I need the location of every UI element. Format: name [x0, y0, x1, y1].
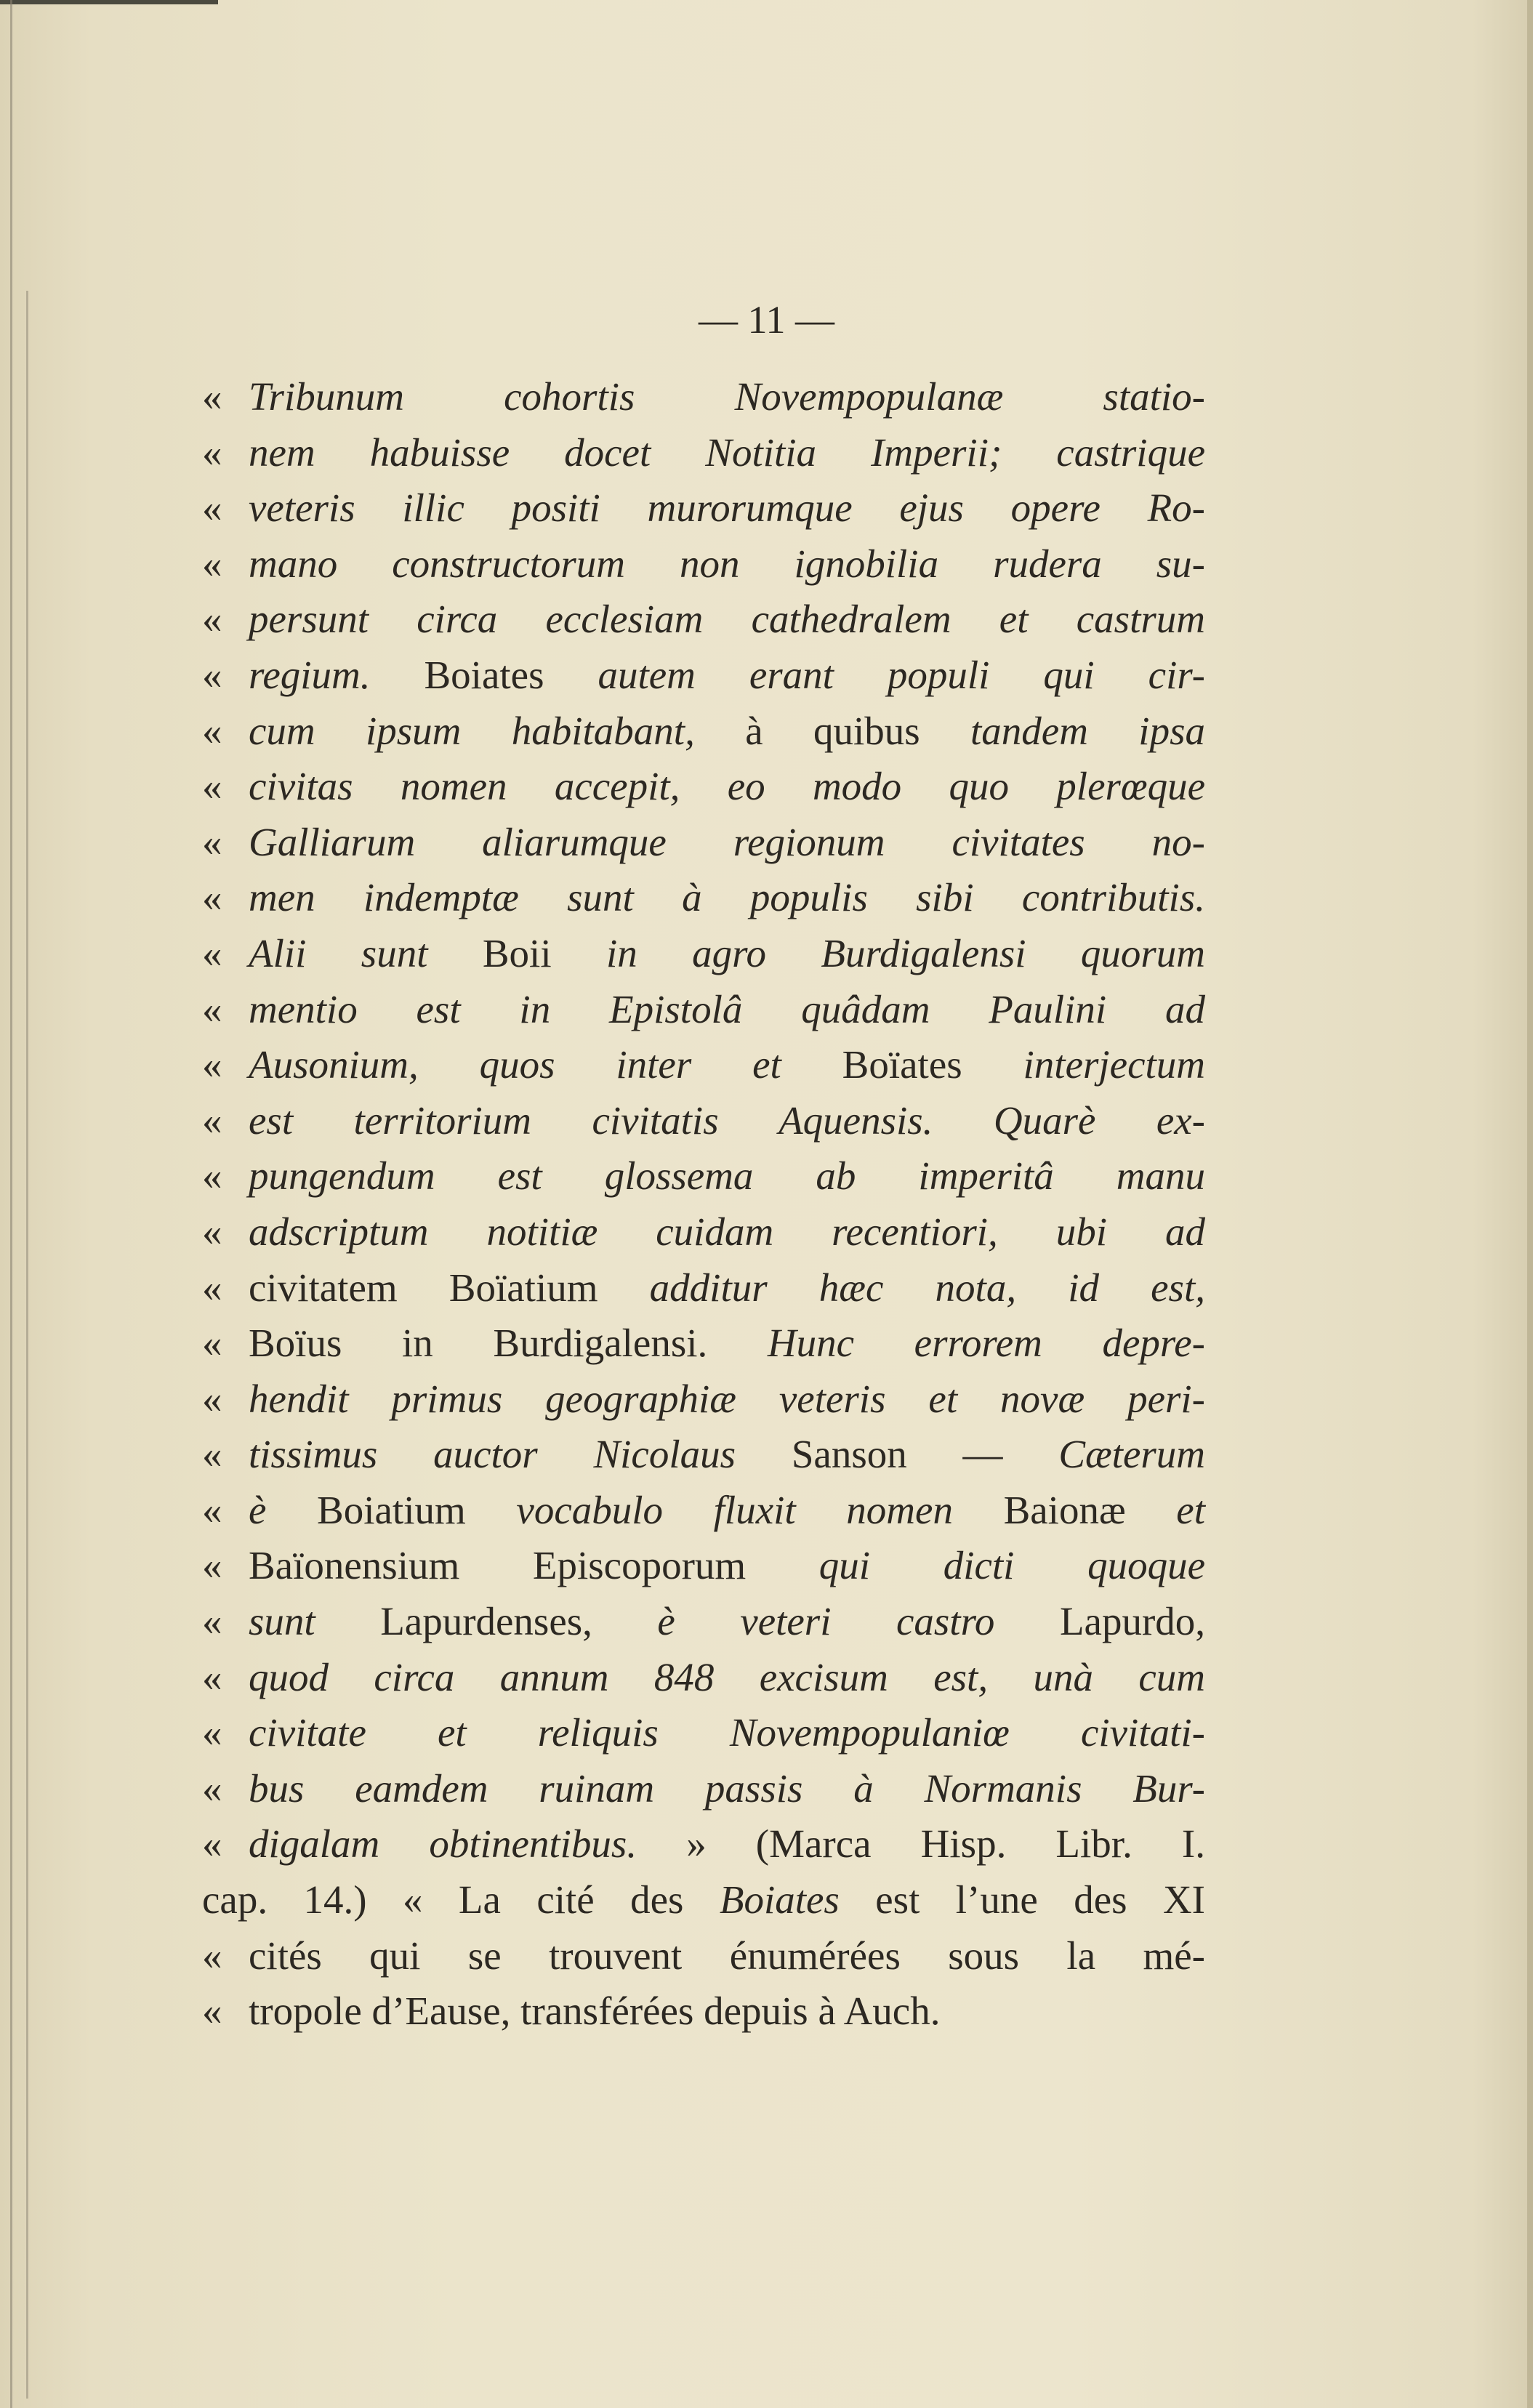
italic-text: Ausonium, quos inter et: [249, 1042, 842, 1087]
italic-text: et: [1176, 1487, 1205, 1532]
text-line: [202, 982, 1205, 1038]
italic-text: additur hæc nota, id est,: [649, 1265, 1205, 1310]
quote-mark: «: [202, 374, 222, 419]
text-line: [202, 536, 1205, 592]
quote-mark: «: [202, 1098, 222, 1143]
quote-mark: «: [202, 1599, 222, 1644]
quote-mark: «: [202, 1654, 222, 1699]
quote-mark: «: [202, 930, 222, 975]
quote-mark: «: [202, 1376, 222, 1421]
roman-text: à quibus: [745, 708, 971, 753]
quote-mark: «: [202, 1487, 222, 1532]
text-line: [202, 759, 1205, 815]
text-line: [202, 369, 1205, 425]
italic-text: Tribunum cohortis Novempopulanæ statio-: [249, 374, 1205, 419]
italic-text: interjectum: [1023, 1042, 1205, 1087]
italic-text: bus eamdem ruinam passis à Normanis Bur-: [249, 1765, 1205, 1811]
text-line: [202, 592, 1205, 648]
text-line: [202, 1650, 1205, 1706]
body-text: [202, 369, 1205, 2039]
italic-text: cum ipsum habitabant,: [249, 708, 746, 753]
roman-text: Baionæ: [1003, 1487, 1177, 1532]
text-line: [202, 1372, 1205, 1428]
text-line: [202, 815, 1205, 871]
italic-text: Hunc errorem depre-: [767, 1321, 1205, 1366]
page-number: — 11 —: [699, 298, 834, 342]
quote-mark: «: [202, 1321, 222, 1366]
italic-text: è veteri castro: [657, 1599, 1060, 1644]
italic-text: qui dicti quoque: [818, 1543, 1205, 1588]
quote-mark: «: [202, 1432, 222, 1477]
italic-text: adscriptum notitiæ cuidam recentiori, ubi ad: [249, 1209, 1205, 1254]
italic-text: in agro Burdigalensi quorum: [606, 930, 1206, 975]
quote-mark: «: [202, 875, 222, 920]
italic-text: vocabulo fluxit nomen: [516, 1487, 1004, 1532]
text-line: [202, 480, 1205, 536]
text-line: [202, 1483, 1205, 1539]
roman-text: Boiatium: [317, 1487, 517, 1532]
quote-mark: «: [202, 430, 222, 475]
italic-text: nem habuisse docet Notitia Imperii; castrique: [249, 430, 1205, 475]
italic-text: est territorium civitatis Aquensis. Quarè ex-: [249, 1098, 1205, 1143]
roman-text: Boïates: [842, 1042, 1023, 1087]
text-line: [202, 1872, 1205, 1928]
italic-text: quod circa annum 848 excisum est, unà cum: [249, 1654, 1205, 1699]
text-line: [202, 1204, 1205, 1260]
text-line: [202, 1816, 1205, 1872]
quote-mark: «: [202, 1209, 222, 1254]
italic-text: tandem ipsa: [970, 708, 1205, 753]
roman-text: Lapurdo,: [1059, 1599, 1206, 1644]
roman-text: Sanson —: [791, 1432, 1059, 1477]
quote-mark: «: [202, 597, 222, 642]
quote-mark: «: [202, 819, 222, 864]
quote-mark: «: [202, 541, 222, 586]
quote-mark: «: [202, 1265, 222, 1310]
quote-mark: «: [202, 764, 222, 809]
italic-text: è: [249, 1487, 318, 1532]
text-line: [202, 648, 1205, 704]
text-line: [202, 1761, 1205, 1817]
text-line: [202, 1705, 1205, 1761]
text-line: [202, 1093, 1205, 1149]
italic-text: tissimus auctor Nicolaus: [249, 1432, 792, 1477]
roman-text: Baïonensium Episcoporum: [249, 1543, 819, 1588]
roman-text: cap. 14.) « La cité des: [202, 1877, 720, 1922]
italic-text: sunt: [249, 1599, 381, 1644]
italic-text: veteris illic positi murorumque ejus opere Ro-: [249, 486, 1205, 531]
italic-text: civitas nomen accepit, eo modo quo plerœque: [249, 764, 1205, 809]
quote-mark: «: [202, 1821, 222, 1867]
text-line: [202, 870, 1205, 926]
text-line: [202, 1260, 1205, 1316]
italic-text: civitate et reliquis Novempopulaniœ civitati-: [249, 1710, 1205, 1755]
italic-text: mano constructorum non ignobilia rudera su-: [249, 541, 1205, 586]
text-line: [202, 1594, 1205, 1650]
quote-mark: «: [202, 486, 222, 531]
italic-text: Cæterum: [1058, 1432, 1205, 1477]
roman-text: Boïus in Burdigalensi.: [249, 1321, 768, 1366]
italic-text: digalam obtinentibus.: [249, 1821, 687, 1867]
quote-mark: «: [202, 652, 222, 697]
roman-text: est l’une des XI: [875, 1877, 1205, 1922]
quote-mark: «: [202, 1989, 222, 2034]
roman-text: Boii: [482, 930, 606, 975]
quote-mark: «: [202, 1765, 222, 1811]
italic-text: Alii sunt: [249, 930, 483, 975]
roman-text: Boiates: [424, 652, 598, 697]
binding-edge: [10, 0, 12, 2408]
binding-fold: [26, 291, 28, 2399]
text-line: [202, 704, 1205, 760]
quote-mark: «: [202, 1153, 222, 1199]
quote-mark: «: [202, 986, 222, 1031]
italic-text: regium.: [249, 652, 425, 697]
text-line: [202, 926, 1205, 982]
text-line: [202, 1037, 1205, 1093]
italic-text: hendit primus geographiæ veteris et novæ peri-: [249, 1376, 1205, 1421]
right-page-edge: [1527, 0, 1533, 2408]
text-line: [202, 1928, 1205, 1984]
quote-mark: «: [202, 1710, 222, 1755]
roman-text: » (Marca Hisp. Libr. I.: [686, 1821, 1205, 1867]
italic-text: mentio est in Epistolâ quâdam Paulini ad: [249, 986, 1205, 1031]
text-line: [202, 1538, 1205, 1594]
text-line: [202, 1316, 1205, 1372]
quote-mark: «: [202, 1042, 222, 1087]
roman-text: cités qui se trouvent énumérées sous la mé-: [249, 1933, 1205, 1978]
roman-text: Lapurdenses,: [380, 1599, 658, 1644]
quote-mark: «: [202, 1933, 222, 1978]
roman-text: civitatem Boïatium: [249, 1265, 650, 1310]
top-edge-shadow: [0, 0, 218, 4]
italic-text: pungendum est glossema ab imperitâ manu: [249, 1153, 1205, 1199]
text-line: [202, 425, 1205, 481]
italic-text: persunt circa ecclesiam cathedralem et castrum: [249, 597, 1205, 642]
text-line: [202, 1427, 1205, 1483]
italic-text: Boiates: [719, 1877, 876, 1922]
italic-text: Galliarum aliarumque regionum civitates no-: [249, 819, 1205, 864]
roman-text: tropole d’Eause, transférées depuis à Auch.: [249, 1989, 941, 2034]
italic-text: men indemptæ sunt à populis sibi contributis.: [249, 875, 1205, 920]
quote-mark: «: [202, 1543, 222, 1588]
text-line: [202, 1984, 1205, 2039]
quote-mark: «: [202, 708, 222, 753]
text-line: [202, 1148, 1205, 1204]
italic-text: autem erant populi qui cir-: [597, 652, 1205, 697]
